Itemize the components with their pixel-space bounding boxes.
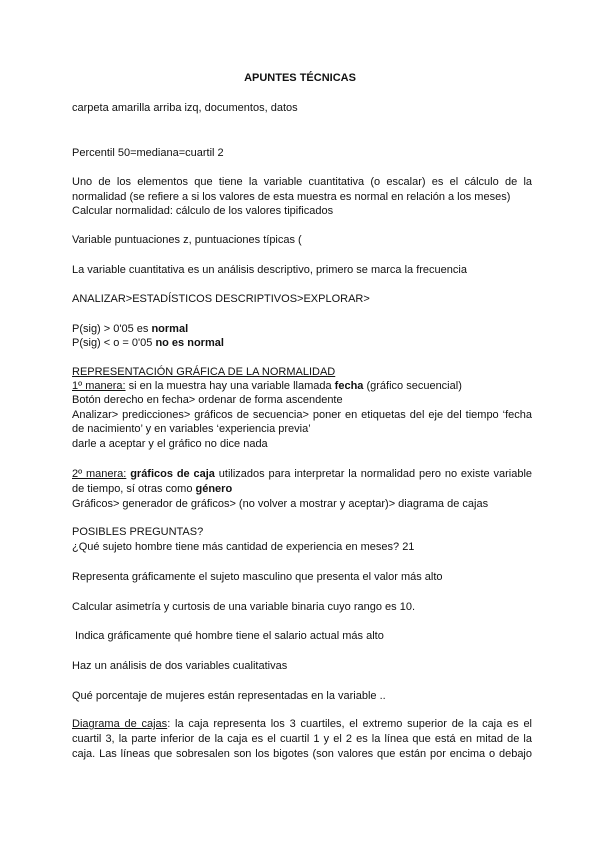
way1-detail-1: Botón derecho en fecha> ordenar de forma ascendente	[72, 394, 343, 406]
question-6: Qué porcentaje de mujeres están representadas en la variable ..	[72, 690, 386, 702]
psig-normal-line	[72, 322, 532, 336]
psig-normal-prefix: P(sig) > 0'05 es	[72, 323, 152, 335]
percentile-line: Percentil 50=mediana=cuartil 2	[72, 147, 224, 159]
boxplot-line-3: caja. Las líneas que sobresalen son los bigotes (son valores que están por encima o debajo	[72, 748, 532, 760]
questions-heading: POSIBLES PREGUNTAS?	[72, 526, 204, 538]
way1-bold: fecha	[334, 380, 364, 392]
question-5: Haz un análisis de dos variables cualitativas	[72, 660, 288, 672]
way1-label: 1º manera:	[72, 380, 126, 392]
way1-detail-3: de nacimiento’ y en variables ‘experiencia previa’	[72, 423, 311, 435]
psig-not-normal-bold: no es normal	[155, 337, 224, 349]
boxplot-line1-rest: : la caja representa los 3 cuartiles, el extremo superior de la caja es el	[167, 718, 533, 730]
psig-normal-bold: normal	[151, 323, 189, 335]
question-1: ¿Qué sujeto hombre tiene más cantidad de experiencia en meses? 21	[72, 541, 415, 553]
boxplot-line-2: cuartil 3, la parte inferior de la caja es el cuartil 1 y el 2 es la línea que está en mitad de la	[72, 733, 532, 745]
document-title: APUNTES TÉCNICAS	[244, 72, 356, 84]
way2-line2-prefix: de tiempo, sí otras como	[72, 483, 196, 495]
question-3: Calcular asimetría y curtosis de una variable binaria cuyo rango es 10.	[72, 601, 416, 613]
way1-line	[72, 379, 532, 393]
boxplot-line-1	[72, 717, 532, 731]
way2-line	[72, 467, 532, 481]
z-scores-line: Variable puntuaciones z, puntuaciones típicas (	[72, 234, 302, 246]
way2-label: 2º manera:	[72, 468, 127, 480]
boxplot-label: Diagrama de cajas	[72, 718, 168, 730]
section-heading-text: REPRESENTACIÓN GRÁFICA DE LA NORMALIDAD	[72, 366, 336, 378]
way1-detail-4: darle a aceptar y el gráfico no dice nada	[72, 438, 268, 450]
way2-line-3: Gráficos> generador de gráficos> (no volver a mostrar y aceptar)> diagrama de cajas	[72, 498, 489, 510]
way2-text-a: utilizados para interpretar la normalidad pero no existe variable	[214, 468, 532, 480]
normality-line-2: normalidad (se refiere a si los valores de esta muestra es normal en relación a los meses)	[72, 191, 511, 203]
menu-path-line: ANALIZAR>ESTADÍSTICOS DESCRIPTIVOS>EXPLORAR>	[72, 293, 370, 305]
normality-line-3: Calcular normalidad: cálculo de los valores tipificados	[72, 205, 334, 217]
normality-line-1: Uno de los elementos que tiene la variable cuantitativa (o escalar) es el cálculo de la	[72, 176, 532, 188]
psig-not-normal-line	[72, 336, 532, 350]
folder-note: carpeta amarilla arriba izq, documentos, datos	[72, 102, 298, 114]
section-heading	[72, 365, 532, 379]
way1-text-b: (gráfico secuencial)	[363, 380, 462, 392]
way2-bold-2: género	[195, 483, 233, 495]
quant-variable-line: La variable cuantitativa es un análisis descriptivo, primero se marca la frecuencia	[72, 264, 467, 276]
way1-detail-2: Analizar> predicciones> gráficos de secuencia> poner en etiquetas del eje del tiempo ‘fecha	[72, 409, 532, 421]
way2-line-2	[72, 482, 532, 496]
way1-text-a: si en la muestra hay una variable llamada	[125, 380, 335, 392]
question-4: Indica gráficamente qué hombre tiene el salario actual más alto	[72, 630, 384, 642]
psig-not-normal-prefix: P(sig) < o = 0'05	[72, 337, 156, 349]
way2-bold-1: gráficos de caja	[130, 468, 215, 480]
question-2: Representa gráficamente el sujeto masculino que presenta el valor más alto	[72, 571, 443, 583]
